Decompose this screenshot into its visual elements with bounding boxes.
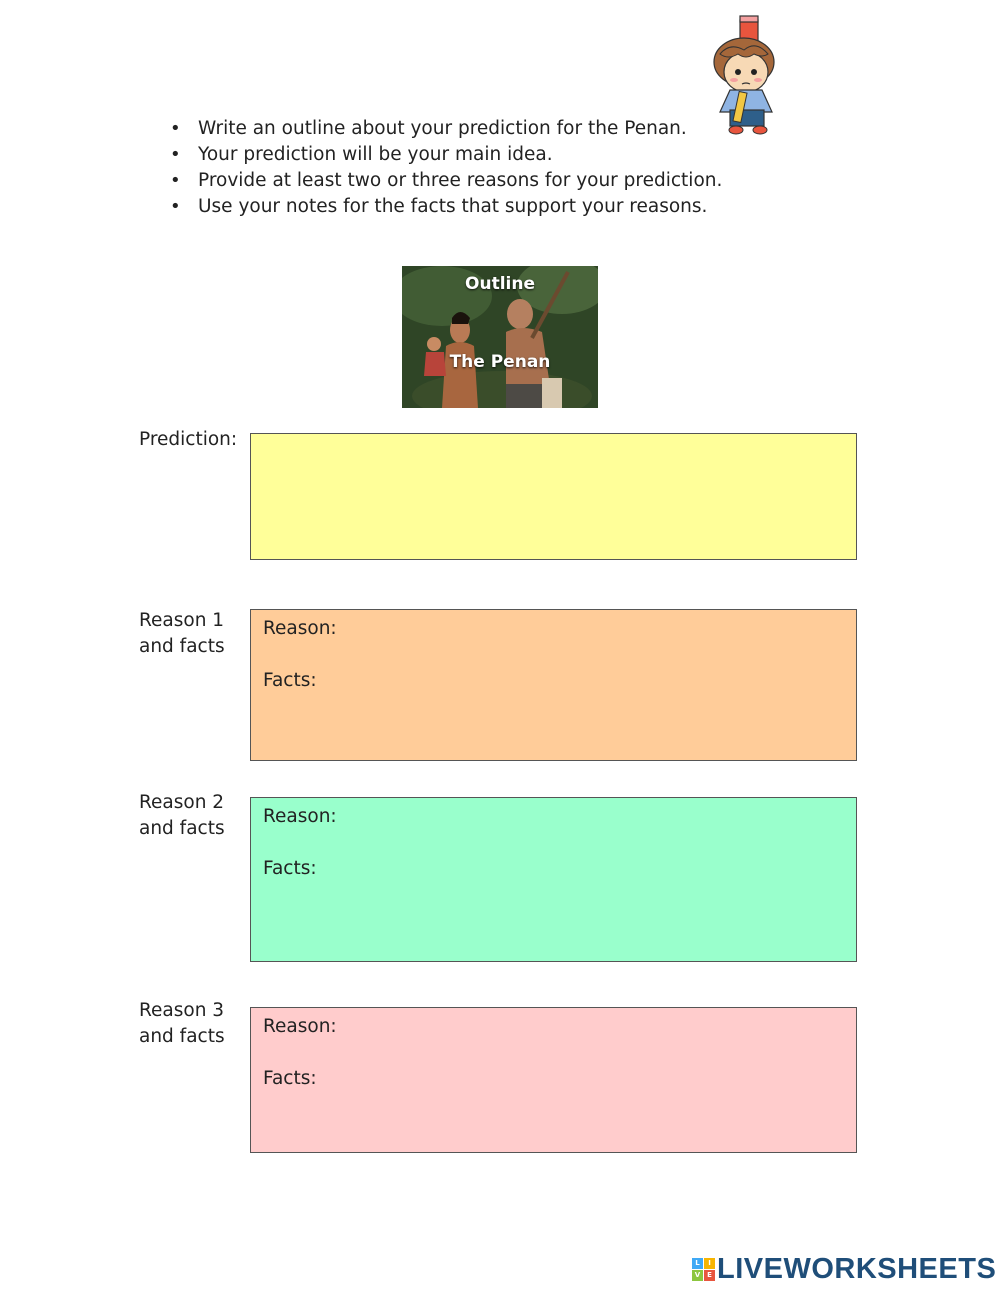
reason1-box[interactable] — [250, 609, 857, 761]
logo-mark-v: V — [692, 1270, 703, 1281]
reason2-reason-label: Reason: — [263, 806, 337, 827]
instruction-item: • Write an outline about your prediction for the Penan. — [166, 116, 722, 142]
reason1-label — [139, 608, 225, 660]
reason2-label — [139, 790, 225, 842]
liveworksheets-logo[interactable] — [692, 1252, 996, 1286]
reason3-label-line1: Reason 3 — [139, 1000, 225, 1021]
instruction-item: • Provide at least two or three reasons for your prediction. — [166, 168, 722, 194]
reason3-box[interactable] — [250, 1007, 857, 1153]
kid-with-pencil-icon — [706, 14, 786, 138]
reason3-reason-label: Reason: — [263, 1016, 337, 1037]
instruction-item: • Your prediction will be your main idea. — [166, 142, 722, 168]
liveworksheets-logo-icon — [692, 1258, 715, 1281]
penan-photo — [402, 266, 598, 408]
logo-mark-e: E — [704, 1270, 715, 1281]
reason1-label-line1: Reason 1 — [139, 610, 225, 631]
logo-mark-i: I — [704, 1258, 715, 1269]
photo-subtitle: The Penan — [449, 352, 551, 372]
reason1-reason-label: Reason: — [263, 618, 337, 639]
reason1-label-line2: and facts — [139, 636, 225, 657]
reason2-facts-label: Facts: — [263, 858, 317, 879]
instruction-item: • Use your notes for the facts that support your reasons. — [166, 194, 722, 220]
photo-title: Outline — [465, 274, 535, 294]
reason2-label-line2: and facts — [139, 818, 225, 839]
prediction-label-text: Prediction: — [139, 429, 238, 450]
reason3-label-line2: and facts — [139, 1026, 225, 1047]
reason3-facts-label: Facts: — [263, 1068, 317, 1089]
prediction-label — [139, 427, 237, 453]
instruction-list — [166, 116, 722, 220]
prediction-box[interactable] — [250, 433, 857, 560]
reason1-facts-label: Facts: — [263, 670, 317, 691]
logo-mark-l: L — [692, 1258, 703, 1269]
reason2-label-line1: Reason 2 — [139, 792, 225, 813]
reason3-label — [139, 998, 225, 1050]
reason2-box[interactable] — [250, 797, 857, 962]
logo-text: LIVEWORKSHEETS — [717, 1252, 997, 1285]
